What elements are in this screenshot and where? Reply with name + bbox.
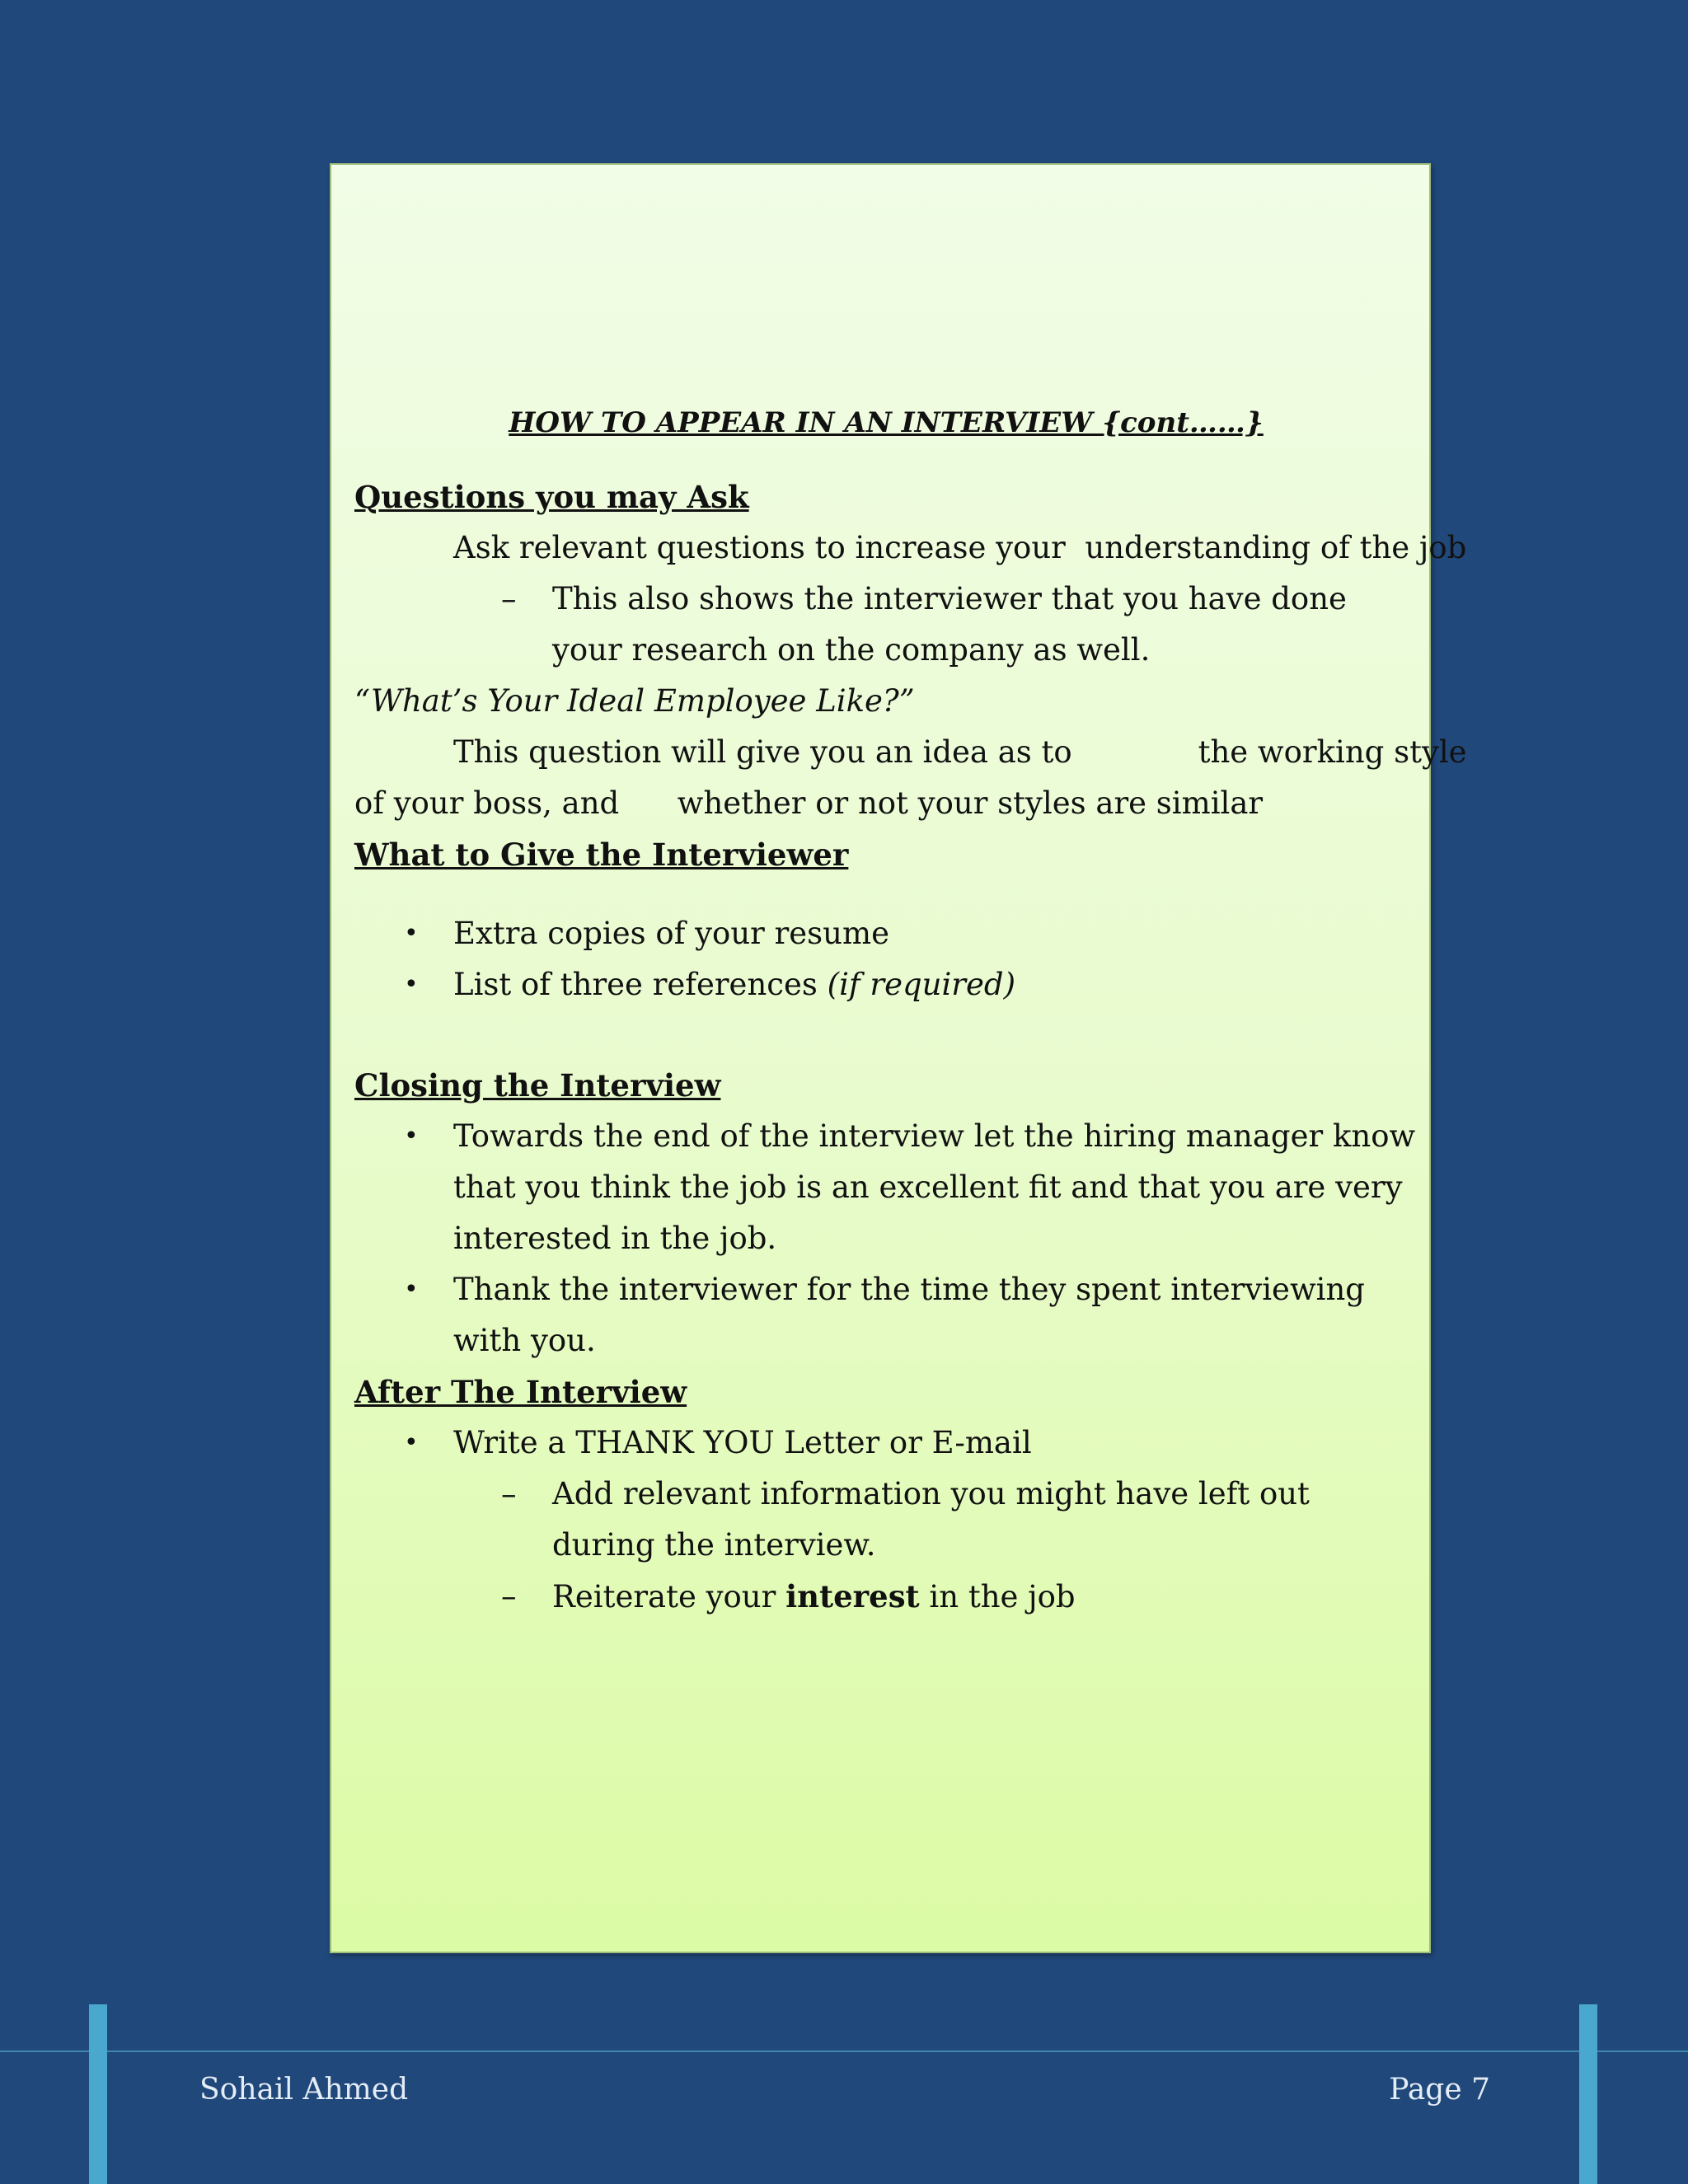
- bullet-marker: •: [404, 1122, 419, 1151]
- list-item: [354, 574, 1418, 676]
- list-item: [354, 1469, 1418, 1571]
- document-body: [354, 397, 1467, 1623]
- heading-give: What to Give the Interviewer: [354, 837, 849, 873]
- closing-item-text: Thank the interviewer for the time they spent interviewing with you.: [453, 1272, 1365, 1358]
- heading-questions: Questions you may Ask: [354, 479, 749, 515]
- closing-item-text: Towards the end of the interview let the hiring manager know that you think the job is an excellent fit and that you are very interested in the job.: [453, 1118, 1416, 1256]
- after-sub-item-emphasis: interest: [785, 1578, 920, 1615]
- spacer: [354, 880, 1418, 908]
- dash-marker: –: [501, 1578, 517, 1614]
- give-item-note: (if required): [827, 967, 1016, 1002]
- quote-explanation-1: This question will give you an idea as to the working style: [453, 734, 1467, 770]
- footer-page-number: Page 7: [1389, 2073, 1490, 2107]
- footer-author: Sohail Ahmed: [199, 2073, 409, 2107]
- questions-sub-point: This also shows the interviewer that you have done your research on the company as well.: [552, 581, 1347, 668]
- give-item-text: List of three references: [453, 967, 828, 1002]
- footer-left-accent-bar: [89, 2004, 107, 2184]
- content-card: [330, 163, 1467, 1953]
- list-item: [354, 959, 1418, 1010]
- after-item-text: Write a THANK YOU Letter or E-mail: [453, 1425, 1032, 1460]
- bullet-marker: •: [404, 919, 419, 948]
- bullet-marker: •: [404, 1428, 419, 1457]
- after-sub-item-text: Reiterate your: [552, 1579, 786, 1615]
- quote-explanation-2: of your boss, and whether or not your styles are similar: [354, 785, 1264, 821]
- list-item: [354, 1418, 1418, 1469]
- after-list: [354, 1418, 1418, 1469]
- page-title: HOW TO APPEAR IN AN INTERVIEW {cont……}: [509, 406, 1264, 439]
- bullet-marker: •: [404, 1275, 419, 1304]
- list-item: [354, 1111, 1418, 1264]
- ideal-employee-quote: “What’s Your Ideal Employee Like?”: [354, 683, 915, 719]
- dash-marker: –: [501, 581, 517, 616]
- bullet-marker: •: [404, 970, 419, 999]
- spacer: [354, 1010, 1418, 1060]
- footer-right-accent-bar: [1579, 2004, 1597, 2184]
- list-item: [354, 1571, 1418, 1623]
- heading-after: After The Interview: [354, 1374, 687, 1410]
- closing-list: [354, 1111, 1418, 1366]
- footer-divider: [0, 2050, 1688, 2052]
- after-sublist: [354, 1469, 1418, 1623]
- after-sub-item-text: Add relevant information you might have left out during the interview.: [552, 1476, 1310, 1563]
- dash-marker: –: [501, 1476, 517, 1511]
- questions-intro: Ask relevant questions to increase your understanding of the job: [453, 530, 1467, 565]
- after-sub-item-text: in the job: [919, 1579, 1076, 1615]
- questions-sublist: [354, 574, 1418, 676]
- heading-closing: Closing the Interview: [354, 1067, 721, 1104]
- give-list: [354, 908, 1418, 1010]
- list-item: [354, 908, 1418, 959]
- give-item-text: Extra copies of your resume: [453, 916, 889, 951]
- list-item: [354, 1264, 1418, 1366]
